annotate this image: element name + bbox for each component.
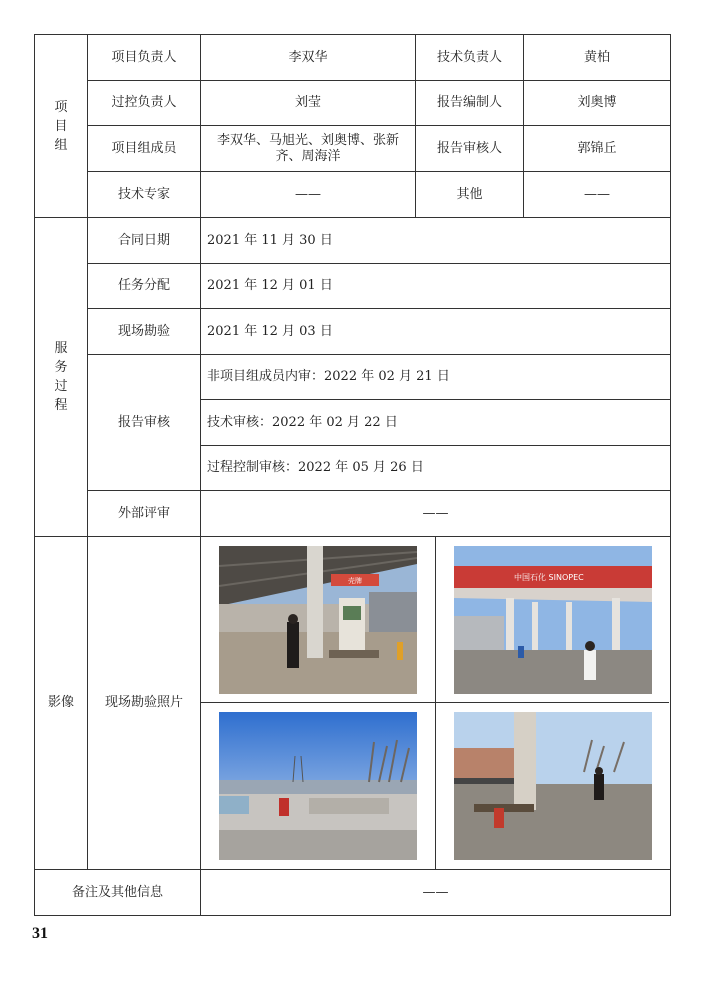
table-row [35,309,671,355]
assign-date-label: 任务分配 [88,264,201,309]
survey-date-value: 2021 年 12 月 03 日 [201,309,671,355]
photo-grid [201,537,670,869]
table-row [35,264,671,309]
contract-date-label: 合同日期 [88,218,201,264]
table-row [35,81,671,126]
table-row [35,172,671,218]
service-section-label: 服务过程 [35,218,88,537]
table-row [35,870,671,916]
members-value: 李双华、马旭光、刘奥博、张新齐、周海洋 [201,126,416,172]
process-leader-label: 过控负责人 [88,81,201,126]
photo-cell [436,537,669,703]
report-reviewer-value: 郭锦丘 [524,126,671,172]
remarks-label: 备注及其他信息 [35,870,201,916]
external-review-label: 外部评审 [88,491,201,537]
expert-value: —— [201,172,416,218]
process-leader-value: 刘莹 [201,81,416,126]
tech-leader-value: 黄柏 [524,35,671,81]
project-leader-value: 李双华 [201,35,416,81]
report-reviewer-label: 报告审核人 [416,126,524,172]
report-review-label: 报告审核 [88,355,201,491]
table-row [35,126,671,172]
table-row [35,491,671,537]
table-row [35,355,671,400]
site-photo-2 [454,546,652,694]
images-section-label: 影像 [35,537,88,870]
internal-review-value: 非项目组成员内审：2022 年 02 月 21 日 [201,355,671,400]
assign-date-value: 2021 年 12 月 01 日 [201,264,671,309]
table-row [35,35,671,81]
team-section-label: 项目组 [35,35,88,218]
members-label: 项目组成员 [88,126,201,172]
site-photo-1 [219,546,417,694]
photo-cell [201,537,436,703]
record-table [34,34,671,916]
project-leader-label: 项目负责人 [88,35,201,81]
table-row [35,537,671,870]
site-photo-4 [454,712,652,860]
site-photos-label: 现场勘验照片 [88,537,201,870]
survey-date-label: 现场勘验 [88,309,201,355]
photo-cell [201,703,436,869]
photo1-sign-text: 壳牌 [348,576,362,585]
site-photo-3 [219,712,417,860]
expert-label: 技术专家 [88,172,201,218]
remarks-value: —— [201,870,671,916]
contract-date-value: 2021 年 11 月 30 日 [201,218,671,264]
other-label: 其他 [416,172,524,218]
photo-grid-cell [201,537,671,870]
technical-review-value: 技术审核：2022 年 02 月 22 日 [201,400,671,446]
photo-cell [436,703,669,869]
process-review-value: 过程控制审核：2022 年 05 月 26 日 [201,446,671,491]
tech-leader-label: 技术负责人 [416,35,524,81]
other-value: —— [524,172,671,218]
page-number: 31 [32,925,48,942]
photo2-sign-text: 中国石化 SINOPEC [513,572,584,582]
table-row [35,218,671,264]
report-author-label: 报告编制人 [416,81,524,126]
external-review-value: —— [201,491,671,537]
report-author-value: 刘奥博 [524,81,671,126]
